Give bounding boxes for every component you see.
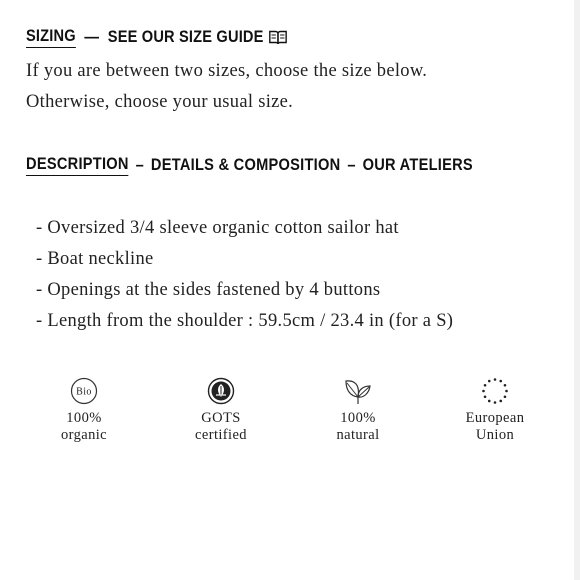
tab-description[interactable]: DESCRIPTION <box>26 154 129 176</box>
separator: — <box>84 27 100 46</box>
certification-badges <box>0 375 580 455</box>
list-item: - Openings at the sides fastened by 4 buttons <box>36 280 381 300</box>
badge-natural <box>298 375 418 444</box>
sizing-header <box>26 24 288 50</box>
separator: – <box>135 155 145 174</box>
leaf-icon <box>343 377 373 405</box>
tab-details-composition[interactable]: DETAILS & COMPOSITION <box>150 155 341 174</box>
tab-sizing[interactable]: SIZING <box>26 26 76 48</box>
sizing-advice <box>26 56 427 118</box>
bio-icon-text: Bio <box>76 386 92 398</box>
sizing-line: If you are between two sizes, choose the size below. <box>26 61 428 81</box>
list-item: - Boat neckline <box>36 249 154 269</box>
badge-line: 100% <box>66 410 102 426</box>
badge-gots <box>161 375 281 444</box>
badge-line: certified <box>195 427 247 443</box>
badge-organic <box>24 375 144 444</box>
gots-icon <box>207 377 235 405</box>
list-item: - Oversized 3/4 sleeve organic cotton sailor hat <box>36 218 399 238</box>
badge-line: GOTS <box>201 410 241 426</box>
badge-line: natural <box>336 427 380 443</box>
badge-eu <box>435 375 555 444</box>
badge-line: 100% <box>340 410 376 426</box>
bio-icon <box>70 377 98 405</box>
size-guide-link[interactable] <box>108 27 288 47</box>
description-tabs <box>26 151 473 179</box>
badge-line: organic <box>60 427 108 443</box>
scrollbar[interactable] <box>574 0 580 580</box>
eu-stars-icon <box>481 377 509 405</box>
badge-line: European <box>465 410 525 426</box>
tab-our-ateliers[interactable]: OUR ATELIERS <box>362 155 473 174</box>
sizing-line: Otherwise, choose your usual size. <box>26 92 294 112</box>
description-list <box>36 213 453 337</box>
separator: – <box>347 155 356 174</box>
badge-line: Union <box>475 427 515 443</box>
book-icon <box>269 29 288 46</box>
list-item: - Length from the shoulder : 59.5cm / 23.4 in (for a S) <box>36 311 454 331</box>
size-guide-label: SEE OUR SIZE GUIDE <box>107 27 264 46</box>
